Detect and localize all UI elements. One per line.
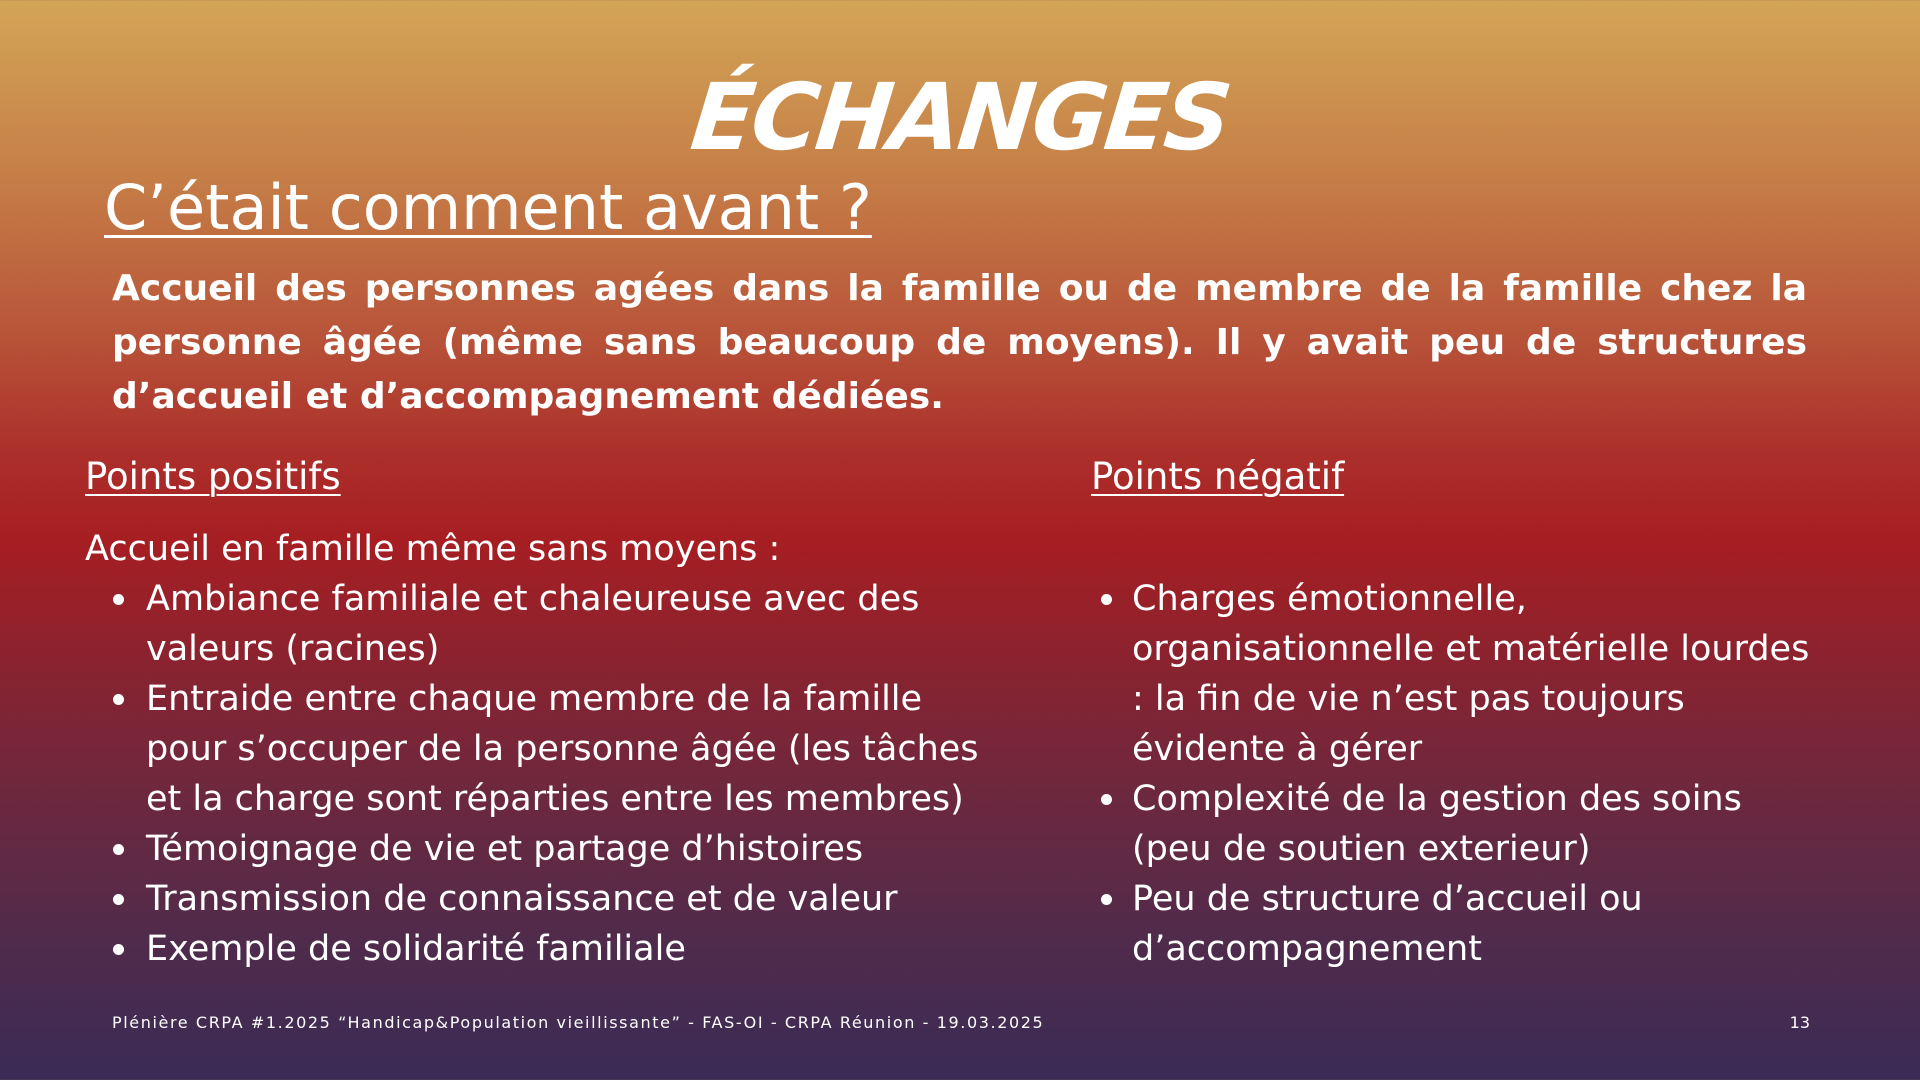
positives-lead: Accueil en famille même sans moyens : (85, 529, 781, 569)
list-item (85, 924, 990, 974)
list-item (1091, 874, 1831, 974)
negatives-column (1091, 452, 1831, 974)
bullet-icon (1101, 794, 1112, 805)
slide-title: ÉCHANGES (686, 64, 1234, 171)
positives-column (85, 452, 990, 974)
positives-heading: Points positifs (85, 455, 341, 498)
list-item-text: Ambiance familiale et chaleureuse avec des valeurs (racines) (146, 579, 920, 669)
bullet-icon (1101, 894, 1112, 905)
list-item-text: Exemple de solidarité familiale (146, 929, 686, 969)
list-item-text: Charges émotionnelle, organisationnelle et matérielle lourdes : la fin de vie n’est pas toujours évidente à gérer (1132, 579, 1810, 769)
list-item-text: Peu de structure d’accueil ou d’accompagnement (1132, 879, 1643, 969)
list-item (85, 674, 990, 824)
list-item (85, 824, 990, 874)
list-item-text: Transmission de connaissance et de valeur (146, 879, 898, 919)
page-number: 13 (1789, 1013, 1810, 1032)
bullet-icon (113, 944, 124, 955)
negatives-spacer (1091, 524, 1831, 574)
bullet-icon (113, 894, 124, 905)
bullet-icon (113, 594, 124, 605)
slide-subtitle: C’était comment avant ? (104, 171, 872, 244)
list-item (1091, 574, 1831, 774)
list-item-text: Complexité de la gestion des soins (peu de soutien exterieur) (1132, 779, 1742, 869)
bullet-icon (113, 844, 124, 855)
list-item-text: Témoignage de vie et partage d’histoires (146, 829, 864, 869)
negatives-list (1091, 574, 1831, 974)
list-item (85, 874, 990, 924)
slide-footer: Plénière CRPA #1.2025 “Handicap&Population vieillissante” - FAS-OI - CRPA Réunion - 19.03.2025 (112, 1013, 1045, 1032)
bullet-icon (1101, 594, 1112, 605)
negatives-heading: Points négatif (1091, 455, 1345, 498)
list-item (85, 574, 990, 674)
bullet-icon (113, 694, 124, 705)
list-item-text: Entraide entre chaque membre de la famille pour s’occuper de la personne âgée (les tâches et la charge sont réparties entre les membres) (146, 679, 979, 819)
positives-list (85, 574, 990, 974)
list-item (1091, 774, 1831, 874)
intro-paragraph: Accueil des personnes agées dans la famille ou de membre de la famille chez la personne âgée (même sans beaucoup de moyens). Il y avait peu de structures d’accueil et d’accompagnement dédiées. (112, 268, 1807, 417)
